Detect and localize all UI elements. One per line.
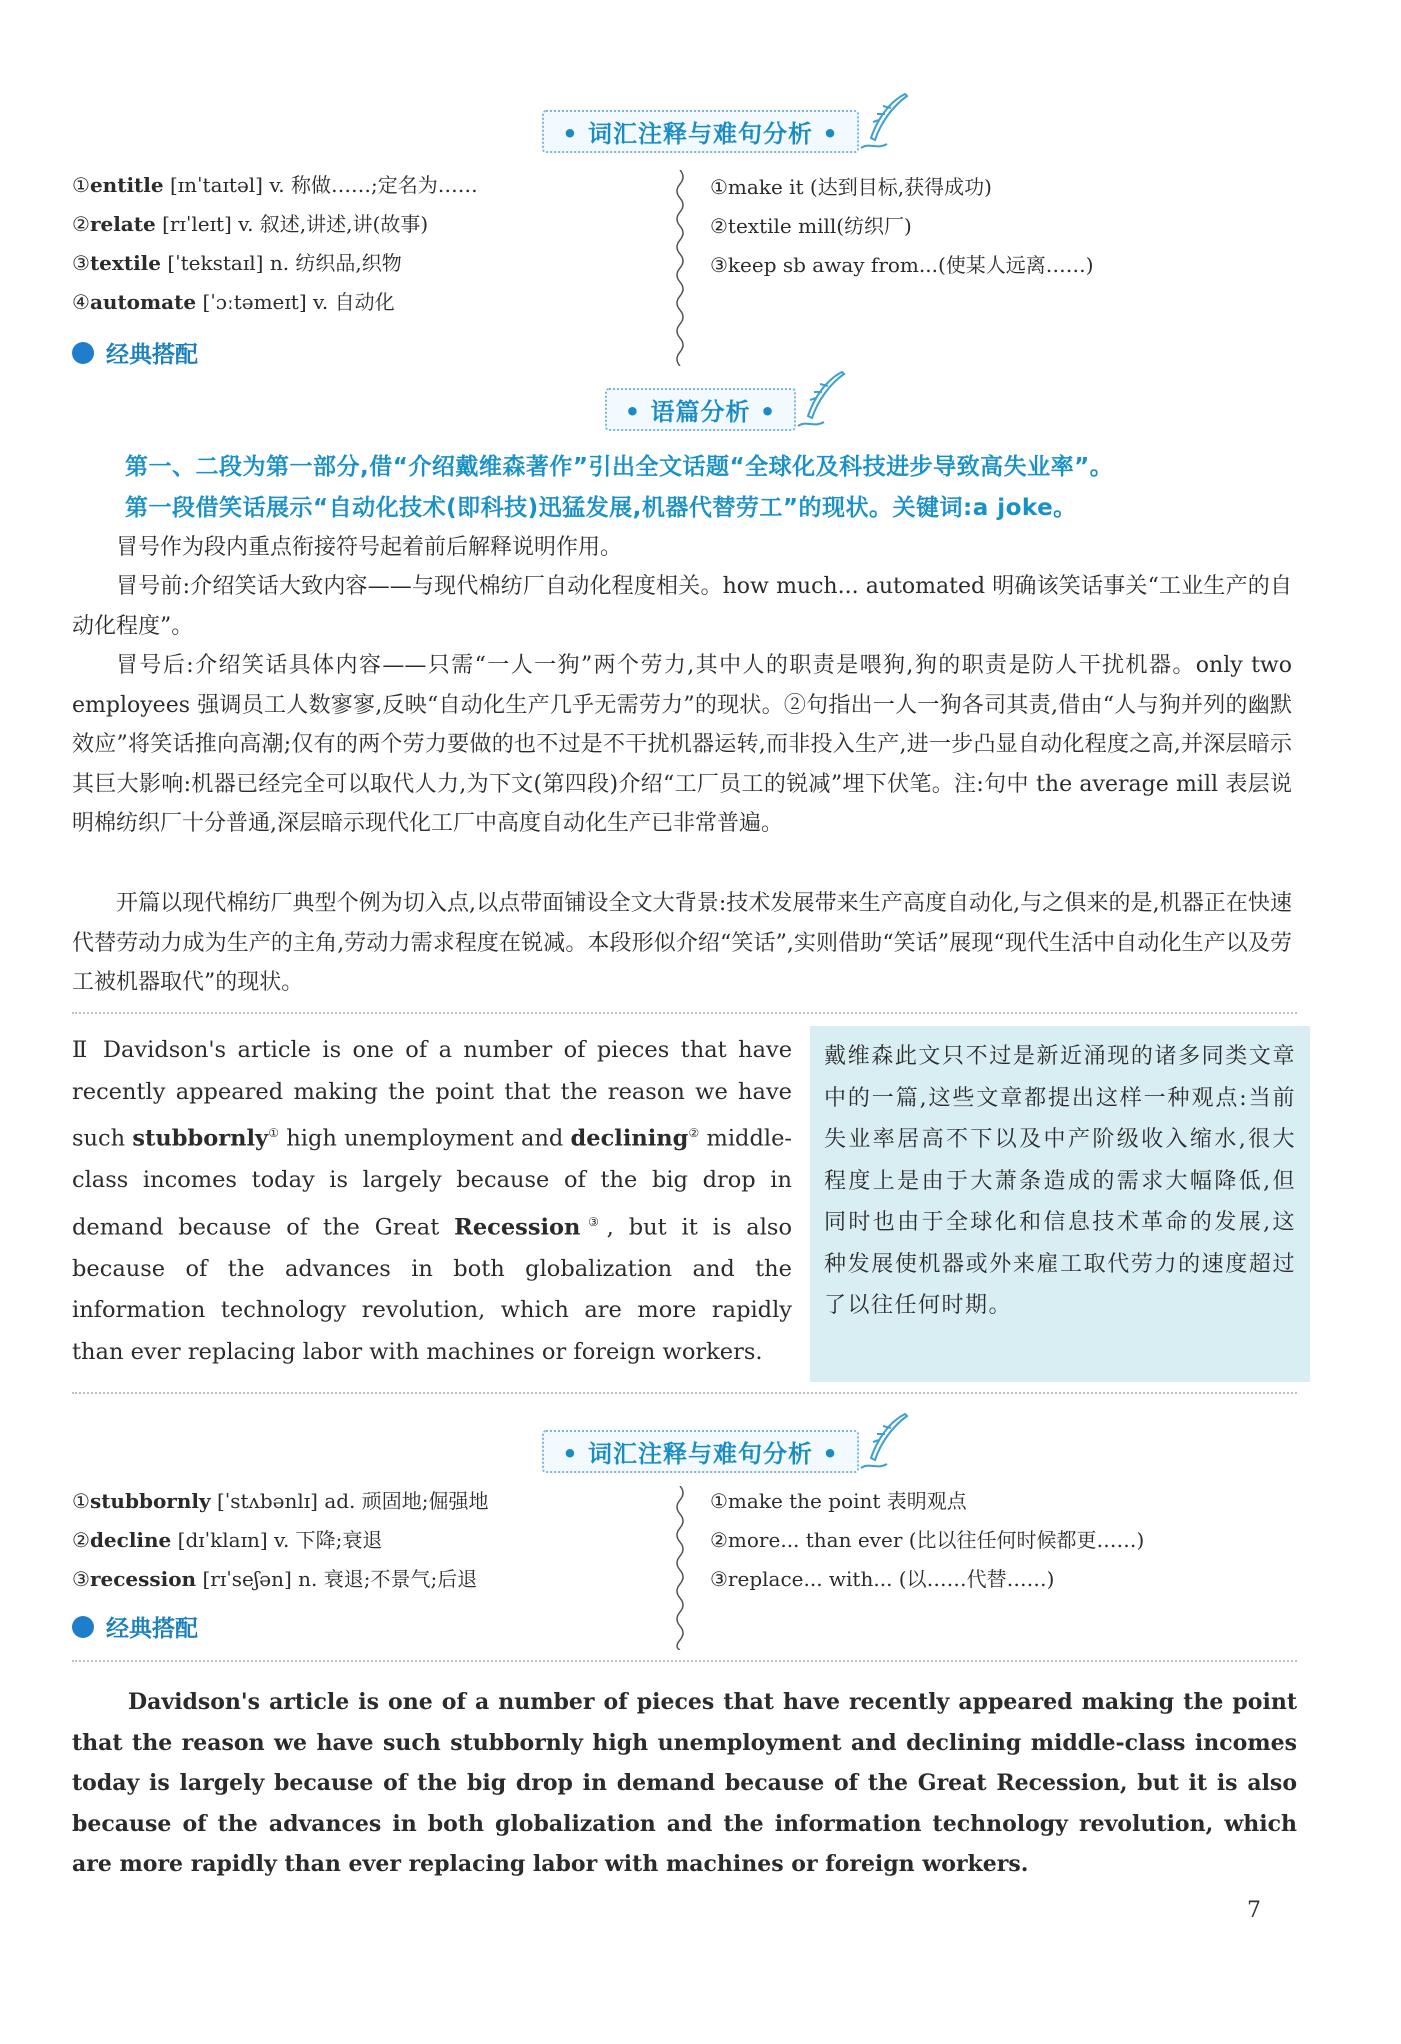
wavy-divider: [670, 1486, 690, 1650]
vocab-item: ②relate [rɪˈleɪt] v. 叙述,讲述,讲(故事): [72, 212, 429, 236]
dotted-divider: [72, 1660, 1297, 1662]
phrase-item: ①make the point 表明观点: [710, 1489, 967, 1513]
page-number: 7: [1247, 1898, 1261, 1923]
analysis-paragraph: 冒号后:介绍笑话具体内容——只需“一人一狗”两个劳力,其中人的职责是喂狗,狗的职责是防人干扰机器。only two employees 强调员工人数寥寥,反映“自动化生产几乎无需劳力”的现状。②句指出一人一狗各司其责,借由“人与狗并列的幽默效应”将笑话推向高潮;仅有的两个劳力要做的也不过是不干扰机器运转,而非投入生产,进一步凸显自动化程度之高,并深层暗示其巨大影响:机器已经完全可以取代人力,为下文(第四段)介绍“工厂员工的锐减”埋下伏笔。注:句中 the average mill 表层说明棉纺织厂十分普通,深层暗示现代化工厂中高度自动化生产已非常普遍。: [72, 653, 1292, 836]
vocab-item: ③recession [rɪˈseʃən] n. 衰退;不景气;后退: [72, 1567, 478, 1591]
analysis-paragraph: 开篇以现代棉纺厂典型个例为切入点,以点带面铺设全文大背景:技术发展带来生产高度自动化,与之俱来的是,机器正在快速代替劳动力成为生产的主角,劳动力需求程度在锐减。本段形似介绍“笑话”,实则借助“笑话”展现“现代生活中自动化生产以及劳工被机器取代”的现状。: [72, 891, 1292, 995]
classic-collocation-label-2: 经典搭配: [72, 1610, 198, 1643]
analysis-paragraph: 冒号作为段内重点衔接符号起着前后解释说明作用。: [116, 535, 623, 560]
quill-pen-icon: [859, 92, 911, 152]
wavy-divider: [670, 170, 690, 366]
paragraph-summary-line: 第一段借笑话展示“自动化技术(即科技)迅猛发展,机器代替劳工”的现状。关键词:a joke。: [125, 495, 1077, 521]
part-summary-line: 第一、二段为第一部分,借“介绍戴维森著作”引出全文话题“全球化及科技进步导致高失业率”。: [125, 454, 1114, 480]
vocab-list-left-1: [72, 166, 478, 322]
dotted-divider: [72, 1012, 1297, 1014]
passage-paragraph: Ⅱ Davidson's article is one of a number of pieces that have recently appeared making the point that the reason we have such stubbornly① high unemployment and declining② middle-class incomes today is largely because of the big drop in demand because of the Great Recession③, but it is also because of the advances in both globalization and the information technology revolution, which are more rapidly than ever replacing labor with machines or foreign workers.: [72, 1037, 793, 1365]
bullet-dot-icon: [72, 1616, 94, 1638]
phrase-item: ②more... than ever (比以往任何时候都更……): [710, 1528, 1145, 1552]
phrase-item: ②textile mill(纺织厂): [710, 214, 912, 238]
vocab-list-right-2: [710, 1482, 1144, 1599]
vocab-item: ①entitle [ɪnˈtaɪtəl] v. 称做……;定名为……: [72, 173, 478, 197]
phrase-item: ③replace... with... (以……代替……): [710, 1567, 1055, 1591]
paragraph-number: Ⅱ: [72, 1037, 92, 1063]
vocab-heading-2-text: • 词汇注释与难句分析 •: [562, 1439, 839, 1468]
vocab-heading-2: [0, 1428, 1401, 1474]
vocab-item: ②decline [dɪˈklaɪn] v. 下降;衰退: [72, 1528, 383, 1552]
translation-box: 戴维森此文只不过是新近涌现的诸多同类文章中的一篇,这些文章都提出这样一种观点:当前失业率居高不下以及中产阶级收入缩水,很大程度上是由于大萧条造成的需求大幅降低,但同时也由于全球化和信息技术革命的发展,这种发展使机器或外来雇工取代劳力的速度超过了以往任何时期。: [810, 1026, 1310, 1382]
discourse-heading: [0, 386, 1401, 432]
quill-pen-icon: [859, 1412, 911, 1472]
classic-collocation-label-1: 经典搭配: [72, 336, 198, 369]
vocab-heading-1: [0, 108, 1401, 154]
vocab-item: ④automate [ˈɔːtəmeɪt] v. 自动化: [72, 290, 395, 314]
vocab-item: ③textile [ˈtekstaɪl] n. 纺织品,织物: [72, 251, 402, 275]
vocab-heading-1-text: • 词汇注释与难句分析 •: [562, 119, 839, 148]
analysis-paragraph: 冒号前:介绍笑话大致内容——与现代棉纺厂自动化程度相关。how much... automated 明确该笑话事关“工业生产的自动化程度”。: [72, 574, 1292, 639]
dotted-divider: [72, 1392, 1297, 1394]
bullet-dot-icon: [72, 342, 94, 364]
difficult-sentence: Davidson's article is one of a number of pieces that have recently appeared making the point that the reason we have such stubbornly high unemployment and declining middle-class incomes today is largely because of the big drop in demand because of the Great Recession, but it is also because of the advances in both globalization and the information technology revolution, which are more rapidly than ever replacing labor with machines or foreign workers.: [72, 1689, 1297, 1877]
vocab-item: ①stubbornly [ˈstʌbənlɪ] ad. 顽固地;倔强地: [72, 1489, 489, 1513]
phrase-item: ①make it (达到目标,获得成功): [710, 175, 992, 199]
quill-pen-icon: [796, 370, 848, 430]
vocab-list-right-1: [710, 168, 1094, 285]
phrase-item: ③keep sb away from...(使某人远离……): [710, 253, 1094, 277]
discourse-heading-text: • 语篇分析 •: [624, 397, 777, 426]
vocab-list-left-2: [72, 1482, 489, 1599]
